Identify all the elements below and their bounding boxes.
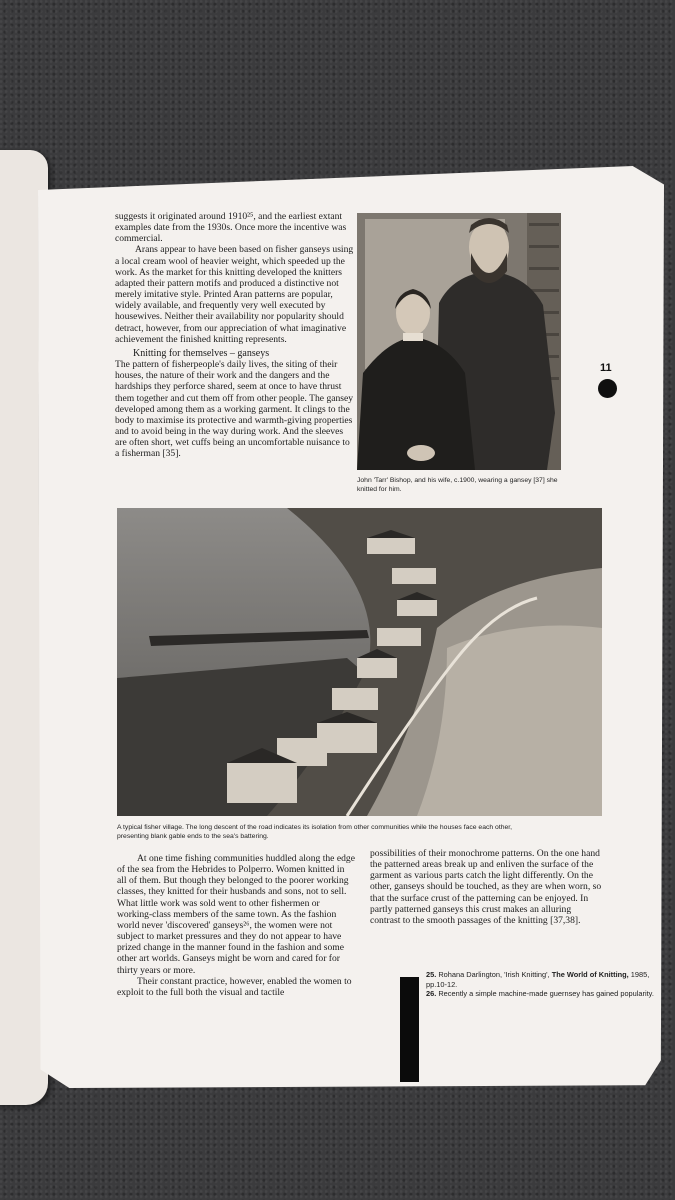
portrait-caption: John 'Tarr' Bishop, and his wife, c.1900, wearing a gansey [37] she knitted for him. [357, 477, 558, 493]
paragraph: At one time fishing communities huddled along the edge of the sea from the Hebrides to Polperro. Women knitted in all of them. But though they belonged to the poorer working classes, they knitted for their husbands and sons, not to sell. What little work was sold went to other fishermen or working-class members of the same town. As the fashion world never 'discovered' ganseys²⁶, the women were not subject to market pressures and they do not appear to have prized change in the manner found in the fashion and some other art worlds. Ganseys might be worn and cared for for thirty years or more. [117, 853, 355, 976]
footnotes [426, 970, 664, 999]
black-margin-bar [400, 977, 419, 1082]
left-column-text [115, 211, 355, 459]
thumb-index-dot [598, 379, 617, 398]
portrait-illustration [357, 213, 561, 470]
paragraph: The pattern of fisherpeople's daily lives, the siting of their houses, the nature of their work and the dangers and the hardships they perforce shared, seem at once to have thrust them together and cut them off from other people. The gansey developed among them as a working garment. It clings to the body to maximise its protective and warmth-giving properties and to avoid being in the way during work. And the sleeves are often short, wet cuffs being an uncomfortable nuisance to a fisherman [35]. [115, 359, 354, 460]
bottom-right-column [370, 848, 602, 926]
footnote-number: 25. [426, 970, 437, 979]
paragraph: Their constant practice, however, enabled the women to exploit to the full both the visual and tactile [117, 975, 352, 998]
footnote-text: Rohana Darlington, 'Irish Knitting', [438, 970, 550, 979]
footnote-text: Recently a simple machine-made guernsey has gained popularity. [438, 989, 654, 999]
village-caption: A typical fisher village. The long descent of the road indicates its isolation from other communities while the houses face each other, presenting blank gable ends to the sea's battering. [117, 824, 513, 840]
section-heading: Knitting for themselves – ganseys [133, 347, 270, 359]
portrait-photo [357, 213, 561, 470]
page-number: 11 [600, 362, 612, 374]
fisher-village-photo [117, 508, 602, 816]
paragraph: suggests it originated around 1910²⁵, and the earliest extant examples date from the 1930s. Once more the incentive was commercial. [115, 211, 347, 245]
village-illustration [117, 508, 602, 816]
footnote-26 [426, 989, 664, 999]
paragraph: Arans appear to have been based on fisher ganseys using a local cream wool of heavier weight, which speeded up the work. As the market for this knitting developed the knitters adapted their pattern motifs and produced a distinctive not merely imitative style. Printed Aran patterns are popular, widely available, and frequently very well executed by housewives. Neither their availability nor popularity should detract, however, from our appreciation of what imaginative achievement the finished knitting represents. [115, 244, 354, 345]
footnote-text: 1985, pp.10-12. [426, 970, 650, 989]
paragraph: possibilities of their monochrome patterns. On the one hand the patterned areas break up and enliven the surface of the garment as various parts catch the light differently. On the other, ganseys should be touched, as they are when worn, so that the surface crust of the patterning can be enjoyed. In partly patterned ganseys this crust makes an alluring contrast to the smooth passages of the knitting [37,38]. [370, 848, 602, 926]
footnote-number: 26. [426, 989, 437, 999]
bottom-left-column [117, 853, 355, 998]
footnote-title: The World of Knitting, [551, 970, 629, 979]
footnote-25 [426, 970, 664, 989]
